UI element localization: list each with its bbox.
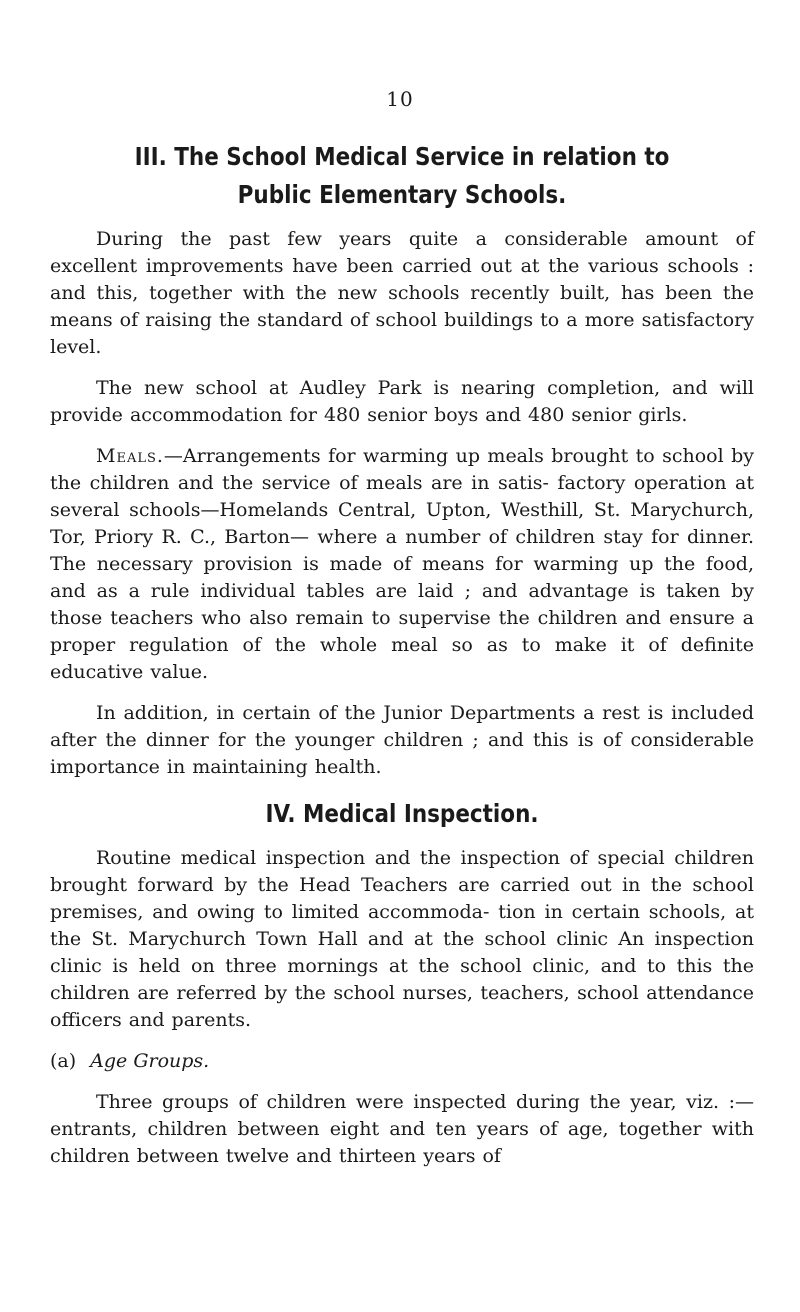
subsection-a-heading	[50, 1048, 754, 1075]
subsection-a-marker: (a)	[50, 1050, 77, 1072]
meals-text: —Arrangements for warming up meals brought to school by the children and the service of meals are in satis- factory operation at several schools—Homelands Central, Upton, Westhill, St. Marychurch, Tor, Priory R. C., Barton— where a number of children stay for dinner. The necessary provision is made of means for warming up the food, and as a rule individual tables are laid ; and advantage is taken by those teachers who also remain to supervise the children and ensure a proper regulation of the whole meal so as to make it of definite educative value.	[50, 445, 754, 683]
paragraph-age-groups: Three groups of children were inspected during the year, viz. :—entrants, children between eight and ten years of age, together with children between twelve and thirteen years of	[50, 1091, 754, 1167]
section-iv-heading: IV. Medical Inspection.	[265, 799, 539, 828]
meals-lead: Meals.	[96, 445, 164, 467]
paragraph-audley-park: The new school at Audley Park is nearing completion, and will provide accommodation for 480 senior boys and 480 senior girls.	[50, 377, 754, 426]
document-page	[50, 82, 754, 1170]
section-iii-heading: III. The School Medical Service in relation to Public Elementary Schools.	[134, 142, 670, 209]
paragraph-routine-inspection: Routine medical inspection and the inspection of special children brought forward by the Head Teachers are carried out in the school premises, and owing to limited accommoda- tion in certain schools, at the St. Marychurch Town Hall and at the school clinic An inspection clinic is held on three mornings at the school clinic, and to this the children are referred by the school nurses, teachers, school attendance officers and parents.	[50, 847, 754, 1031]
page-number: 10	[386, 87, 414, 111]
paragraph-improvements: During the past few years quite a considerable amount of excellent improvements have been carried out at the various schools : and this, together with the new schools recently built, has been the means of raising the standard of school buildings to a more satisfactory level.	[50, 228, 754, 358]
paragraph-rest: In addition, in certain of the Junior Departments a rest is included after the dinner for the younger children ; and this is of considerable importance in maintaining health.	[50, 702, 754, 778]
paragraph-meals	[50, 443, 754, 686]
subsection-a-title: Age Groups.	[90, 1050, 210, 1072]
